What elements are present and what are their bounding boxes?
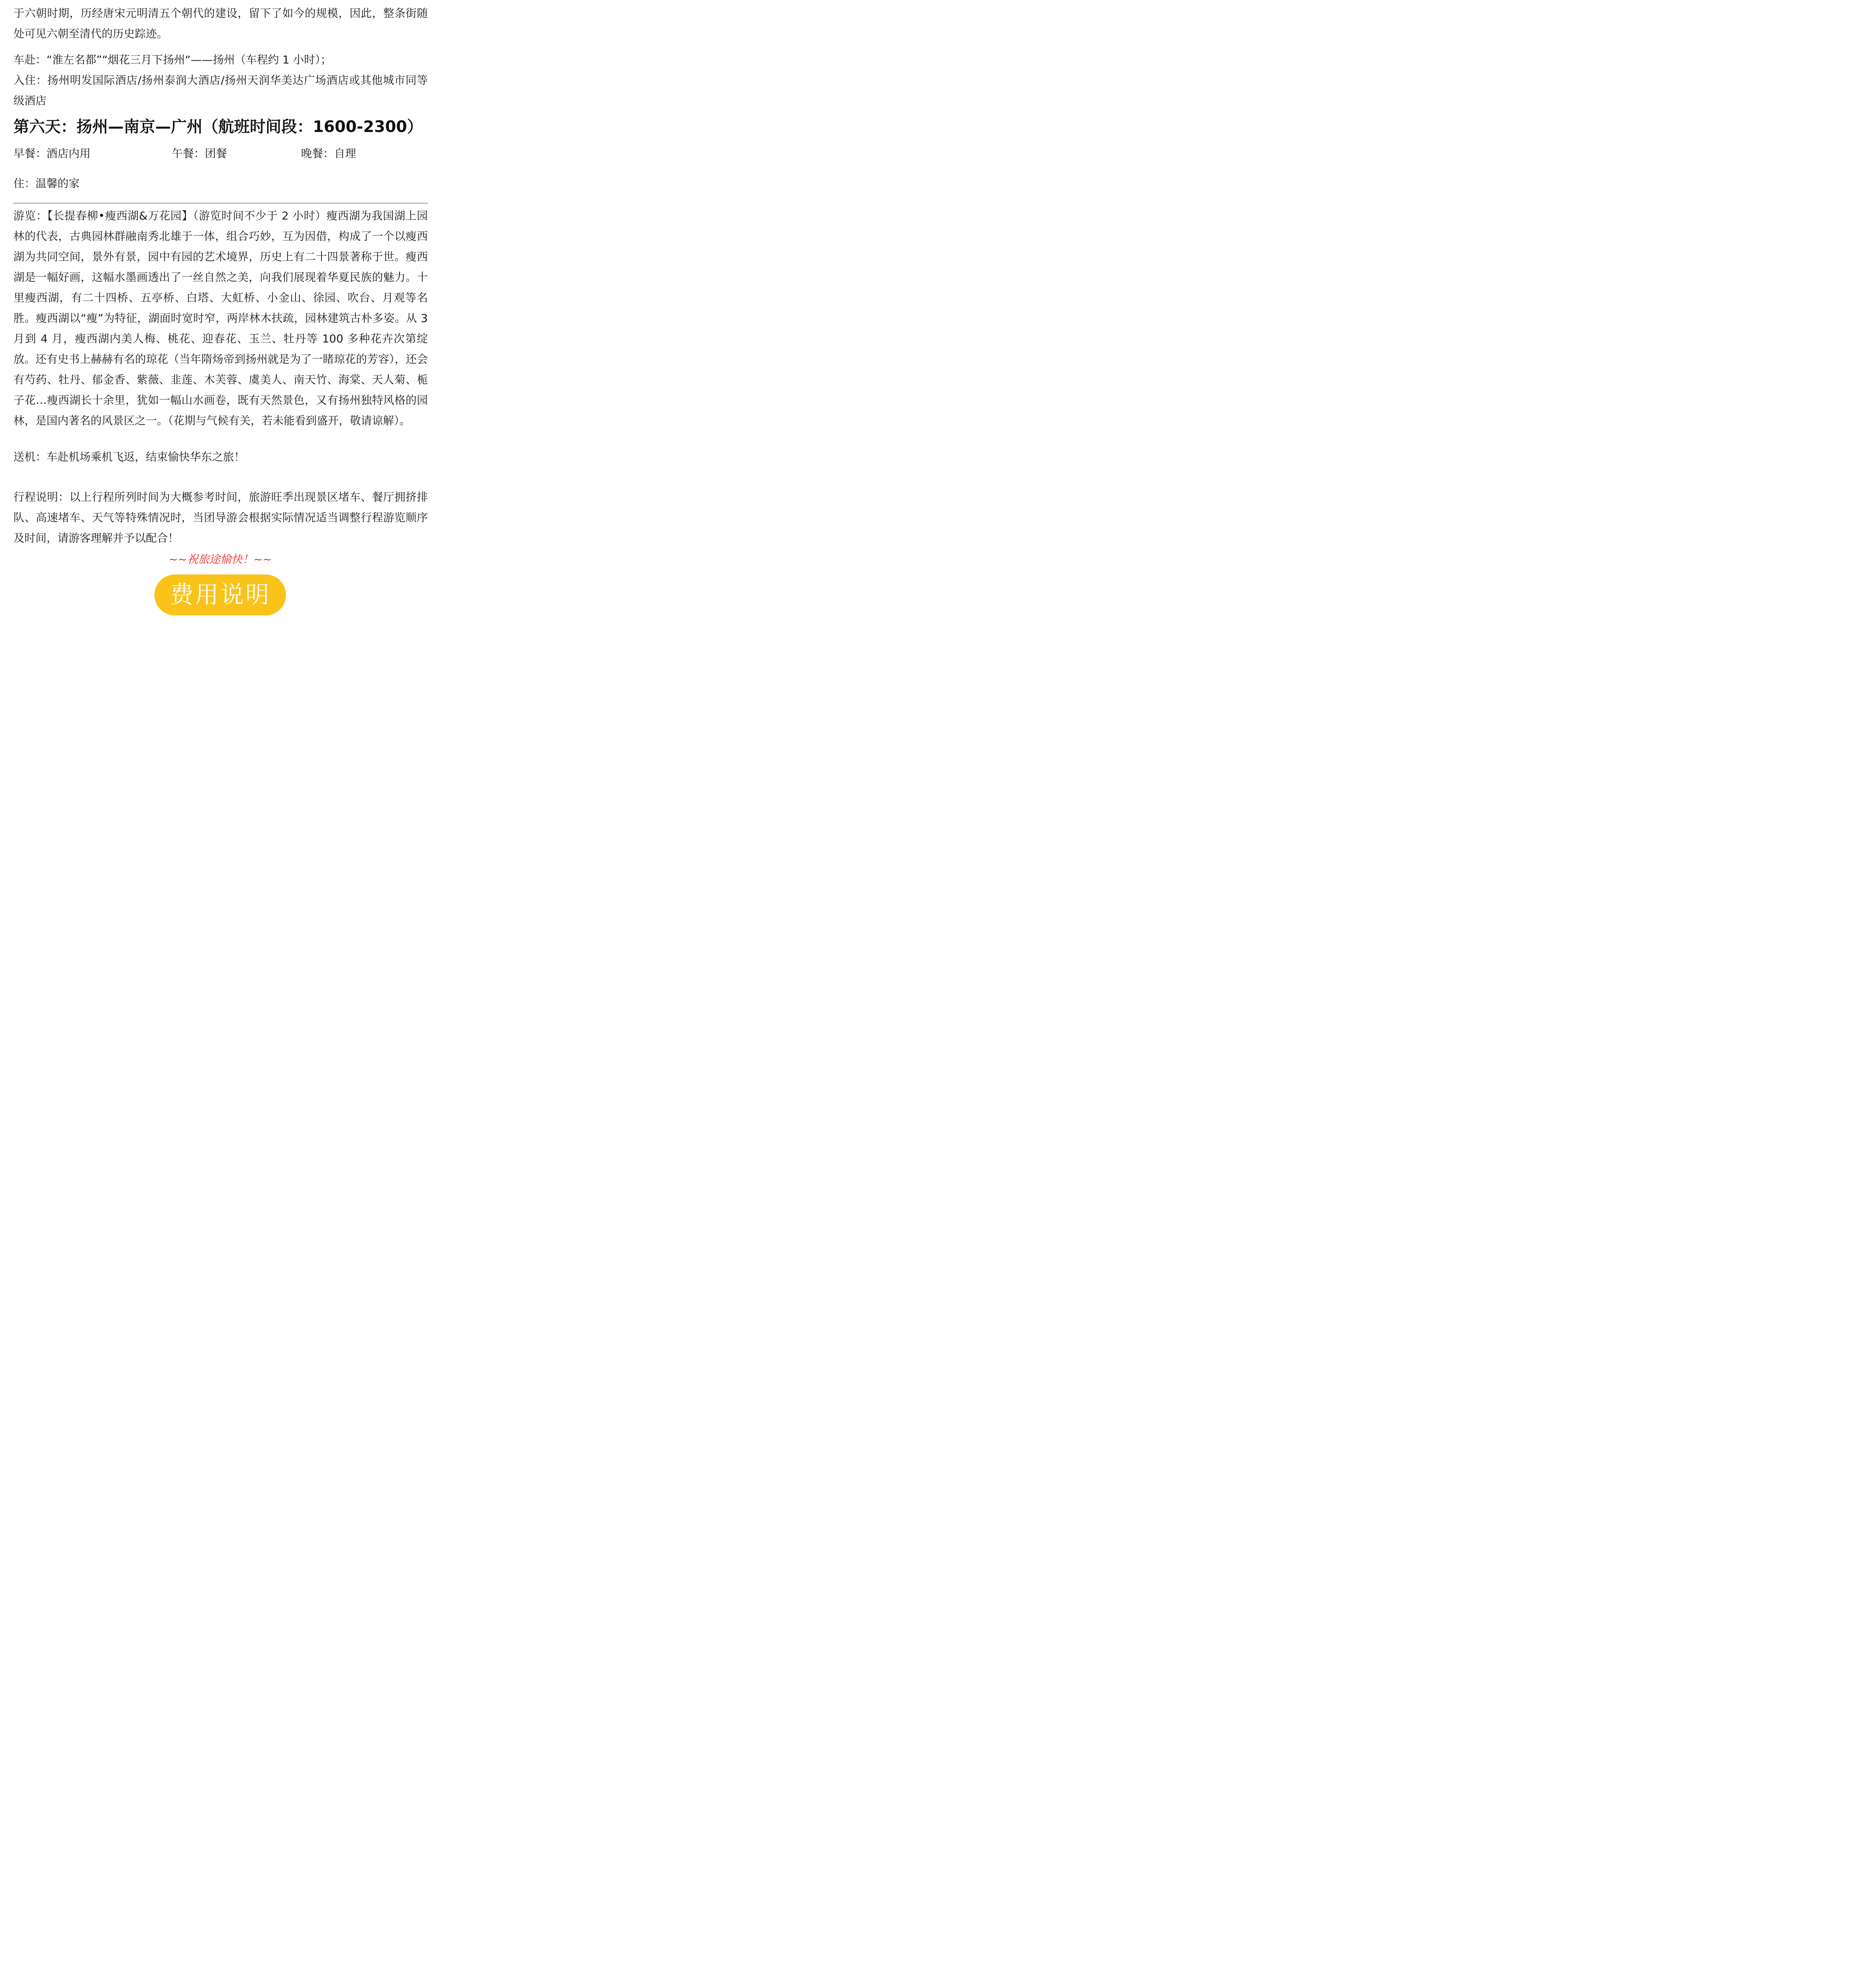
tour-paragraph: 游览：【长提春柳•瘦西湖&万花园】（游览时间不少于 2 小时）瘦西湖为我国湖上园林的代表，古典园林群融南秀北雄于一体，组合巧妙，互为因借，构成了一个以瘦西湖为共同空间，景外有景，园中有园的艺术境界，历史上有二十四景著称于世。瘦西湖是一幅好画，这幅水墨画透出了一丝自然之美，向我们展现着华夏民族的魅力。十里瘦西湖，有二十四桥、五亭桥、白塔、大虹桥、小金山、徐园、吹台、月观等名胜。瘦西湖以“瘦”为特征，湖面时宽时窄，两岸林木扶疏，园林建筑古朴多姿。从 3 月到 4 月，瘦西湖内美人梅、桃花、迎春花、玉兰、牡丹等 100 多种花卉次第绽放。还有史书上赫赫有名的琼花（当年隋炀帝到扬州就是为了一睹琼花的芳容），还会有芍药、牡丹、郁金香、紫薇、韭莲、木芙蓉、虞美人、南天竹、海棠、天人菊、栀子花…瘦西湖长十余里，犹如一幅山水画卷，既有天然景色，又有扬州独特风格的园林，是国内著名的风景区之一。（花期与气候有关，若未能看到盛开，敬请谅解）。 [13,209,428,427]
wish-text: ~~祝旅途愉快！~~ [169,553,272,566]
itinerary-page [0,0,440,623]
breakfast-label: 早餐：酒店内用 [13,147,91,160]
day6-title: 第六天：扬州—南京—广州（航班时间段：1600-2300） [13,118,423,136]
fee-description-button[interactable]: 费用说明 [154,574,286,615]
history-paragraph: 于六朝时期，历经唐宋元明清五个朝代的建设，留下了如今的规模，因此，整条街随处可见六朝至清代的历史踪迹。 [13,7,428,40]
lunch-label: 午餐：团餐 [172,147,227,160]
send-off-line: 送机：车赴机场乘机飞返，结束愉快华东之旅！ [13,450,245,463]
itinerary-note-paragraph: 行程说明：以上行程所列时间为大概参考时间，旅游旺季出现景区堵车、餐厅拥挤排队、高速堵车、天气等特殊情况时，当团导游会根据实际情况适当调整行程游览顺序及时间，请游客理解并予以配合！ [13,491,428,545]
meal-row [13,143,428,164]
dinner-label: 晚餐：自理 [301,147,357,160]
stay-label: 住：温馨的家 [13,177,80,190]
transfer-line: 车赴：“淮左名都”“烟花三月下扬州“——扬州（车程约 1 小时）； [13,53,332,66]
hotel-paragraph: 入住：扬州明发国际酒店/扬州泰润大酒店/扬州天润华美达广场酒店或其他城市同等级酒店 [13,74,428,107]
